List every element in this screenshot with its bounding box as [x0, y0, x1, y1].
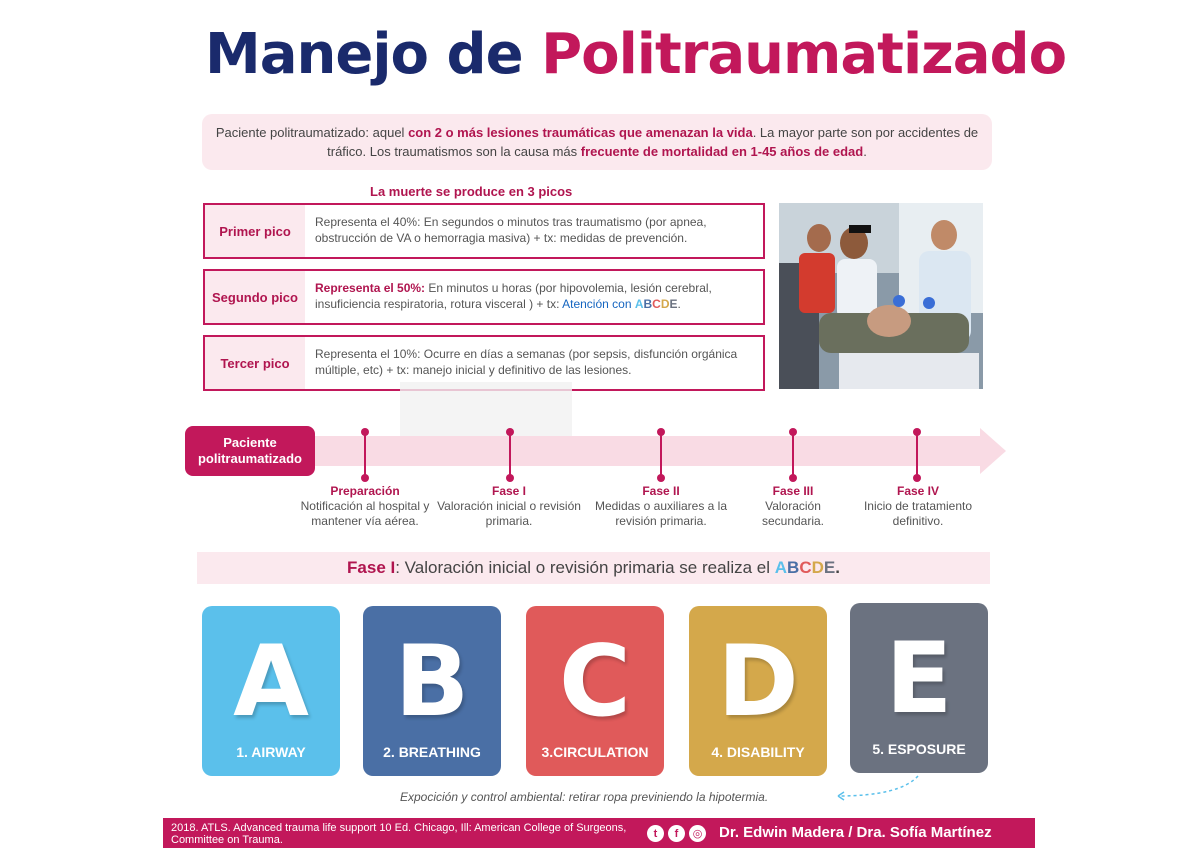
intro-bold-1: con 2 o más lesiones traumáticas que amenazan la vida — [408, 125, 753, 140]
phase-desc: Valoración inicial o revisión primaria. — [437, 499, 581, 528]
fase-banner-text: : Valoración inicial o revisión primaria se realiza el — [395, 558, 775, 577]
timeline-tick — [916, 432, 918, 478]
dashed-connector — [830, 774, 920, 804]
timeline-tick — [660, 432, 662, 478]
phase-title: Fase I — [491, 484, 527, 498]
footer — [163, 818, 1035, 848]
fase-banner — [197, 552, 990, 584]
timeline-arrow-head — [980, 428, 1006, 474]
card-letter: B — [394, 625, 470, 739]
peak-label: Segundo pico — [205, 271, 305, 323]
peak-text — [305, 205, 763, 257]
phase-2 — [586, 484, 736, 529]
card-name: 4. DISABILITY — [711, 744, 805, 760]
card-name: 3.CIRCULATION — [541, 744, 649, 760]
card-name: 2. BREATHING — [383, 744, 481, 760]
twitter-icon[interactable]: t — [647, 825, 664, 842]
intro-box — [202, 114, 992, 170]
timeline-tick — [509, 432, 511, 478]
phase-3 — [743, 484, 843, 529]
phase-desc: Notificación al hospital y mantener vía aérea. — [300, 499, 430, 528]
phase-1 — [434, 484, 584, 529]
timeline-start-pill: Paciente politraumatizado — [185, 426, 315, 476]
peak-label: Primer pico — [205, 205, 305, 257]
card-letter: D — [717, 625, 799, 739]
peaks-title: La muerte se produce en 3 picos — [370, 184, 573, 199]
phase-desc: Inicio de tratamiento definitivo. — [863, 499, 973, 528]
title-part-1: Manejo de — [205, 22, 542, 87]
phase-title: Fase II — [642, 484, 680, 498]
phase-4 — [850, 484, 986, 529]
card-name: 5. ESPOSURE — [872, 741, 966, 757]
fase-banner-end: . — [835, 558, 840, 577]
facebook-icon[interactable]: f — [668, 825, 685, 842]
trauma-care-photo — [779, 203, 983, 389]
timeline-tick — [364, 432, 366, 478]
footer-authors: Dr. Edwin Madera / Dra. Sofía Martínez — [719, 824, 992, 841]
phase-title: Fase IV — [896, 484, 940, 498]
intro-text-3: . — [863, 144, 867, 159]
footer-reference: 2018. ATLS. Advanced trauma life support 10 Ed. Chicago, Ill: American College of Surgeons, Committee on Trauma. — [171, 822, 627, 846]
social-icons — [647, 825, 706, 842]
peak-row-2 — [203, 269, 765, 325]
card-esposure — [850, 603, 988, 773]
phase-title: Fase III — [772, 484, 814, 498]
page-title — [205, 22, 1066, 87]
phase-desc: Valoración secundaria. — [761, 499, 825, 528]
card-disability — [689, 606, 827, 776]
card-circulation — [526, 606, 664, 776]
peak-label: Tercer pico — [205, 337, 305, 389]
peak-description: Representa el 40%: En segundos o minutos tras traumatismo (por apnea, obstrucción de VA o hemorragia masiva) + tx: medidas de prevención. — [315, 215, 707, 245]
title-part-2: Politraumatizado — [541, 22, 1067, 87]
esposure-note: Expocición y control ambiental: retirar ropa previniendo la hipotermia. — [400, 790, 769, 804]
phase-desc: Medidas o auxiliares a la revisión primaria. — [594, 499, 728, 528]
intro-bold-2: frecuente de mortalidad en 1-45 años de edad — [580, 144, 864, 159]
card-airway — [202, 606, 340, 776]
phase-title: Preparación — [330, 484, 400, 498]
timeline-arrow-bar — [300, 436, 980, 466]
peak-row-1 — [203, 203, 765, 259]
instagram-icon[interactable]: ◎ — [689, 825, 706, 842]
abcde-mark: ABCDE — [634, 297, 678, 311]
peak-description: Representa el 10%: Ocurre en días a semanas (por sepsis, disfunción orgánica múltiple, etc) + tx: manejo inicial y definitivo de las lesiones. — [315, 347, 738, 377]
intro-text-2: . La mayor parte son por accidentes de tráfico. Los traumatismos son la causa más — [327, 125, 979, 159]
peak-text — [305, 271, 763, 323]
card-letter: A — [233, 625, 309, 739]
peak-period: . — [677, 297, 681, 311]
intro-text-1: Paciente politraumatizado: aquel — [215, 125, 409, 140]
peak-description: En minutos u horas (por hipovolemia, lesión cerebral, insuficiencia respiratoria, rotura visceral ) + tx: — [315, 281, 712, 311]
phase-preparation — [290, 484, 440, 529]
card-letter: C — [559, 625, 631, 739]
peak-highlight: Atención con — [562, 297, 635, 311]
card-breathing — [363, 606, 501, 776]
abcde-mark: ABCDE — [774, 558, 836, 577]
peak-bold: Representa el 50%: — [315, 281, 426, 295]
card-name: 1. AIRWAY — [236, 744, 306, 760]
timeline-tick — [792, 432, 794, 478]
card-letter: E — [885, 622, 953, 736]
fase-banner-label: Fase I — [347, 558, 396, 577]
